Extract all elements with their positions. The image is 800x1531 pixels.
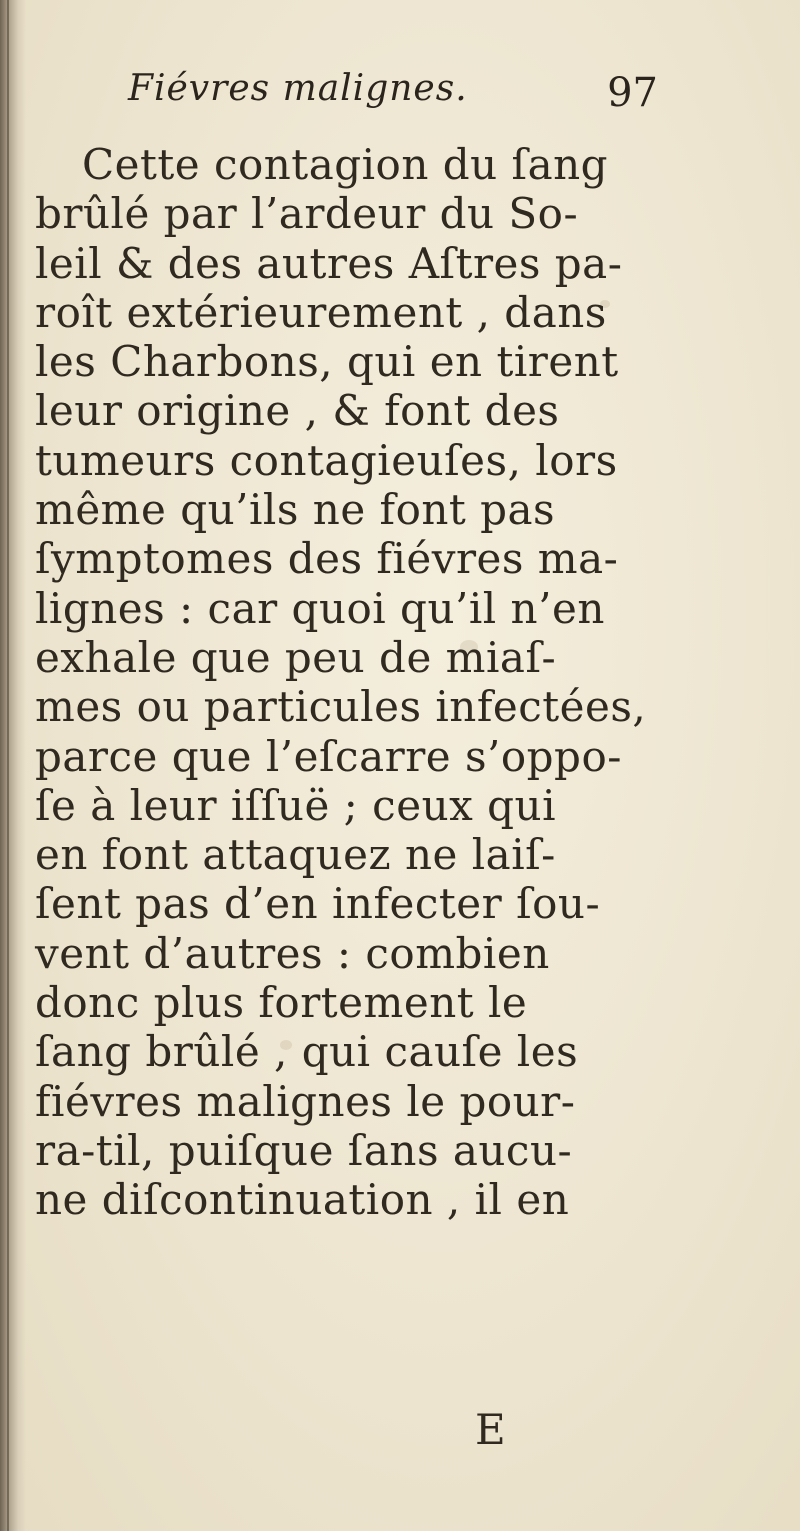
text-line: ſang brûlé , qui cauſe les <box>35 1027 579 1077</box>
text-line: donc plus fortement le <box>35 978 528 1028</box>
text-line: lignes : car quoi qu’il n’en <box>35 583 605 633</box>
text-line: ne diſcontinuation , il en <box>35 1175 570 1225</box>
text-line: mes ou particules infectées, <box>35 682 647 732</box>
text-line: exhale que peu de miaſ- <box>35 632 557 682</box>
text-line: en font attaquez ne laiſ- <box>35 830 556 880</box>
text-line: leur origine , & font des <box>35 386 560 436</box>
text-line: Cette contagion du ſang <box>82 140 609 189</box>
page-number: 97 <box>607 70 658 116</box>
text-line: ſent pas d’en infecter ſou- <box>35 879 601 929</box>
text-line: fiévres malignes le pour- <box>35 1076 576 1126</box>
text-line: leil & des autres Aſtres pa- <box>35 238 623 288</box>
running-head <box>128 68 658 128</box>
text-line: ſymptomes des fiévres ma- <box>35 534 619 584</box>
text-line: même qu’ils ne font pas <box>35 485 556 535</box>
text-line: ſe à leur iſſuë ; ceux qui <box>35 780 557 830</box>
text-line: brûlé par l’ardeur du So- <box>35 189 579 239</box>
text-line: les Charbons, qui en tirent <box>35 337 619 387</box>
running-head-title: Fiévres malignes. <box>128 68 468 109</box>
text-line: tumeurs contagieuſes, lors <box>35 435 618 485</box>
catchword: E <box>475 1405 506 1454</box>
text-line: vent d’autres : combien <box>35 928 550 978</box>
text-line: roît extérieurement , dans <box>35 287 607 337</box>
spine-shadow <box>0 0 26 1531</box>
text-line: parce que l’eſcarre s’oppo- <box>35 731 622 781</box>
text-line: ra-til, puiſque ſans aucu- <box>35 1125 573 1175</box>
spine-edge <box>7 0 9 1531</box>
body-text <box>30 140 670 1225</box>
